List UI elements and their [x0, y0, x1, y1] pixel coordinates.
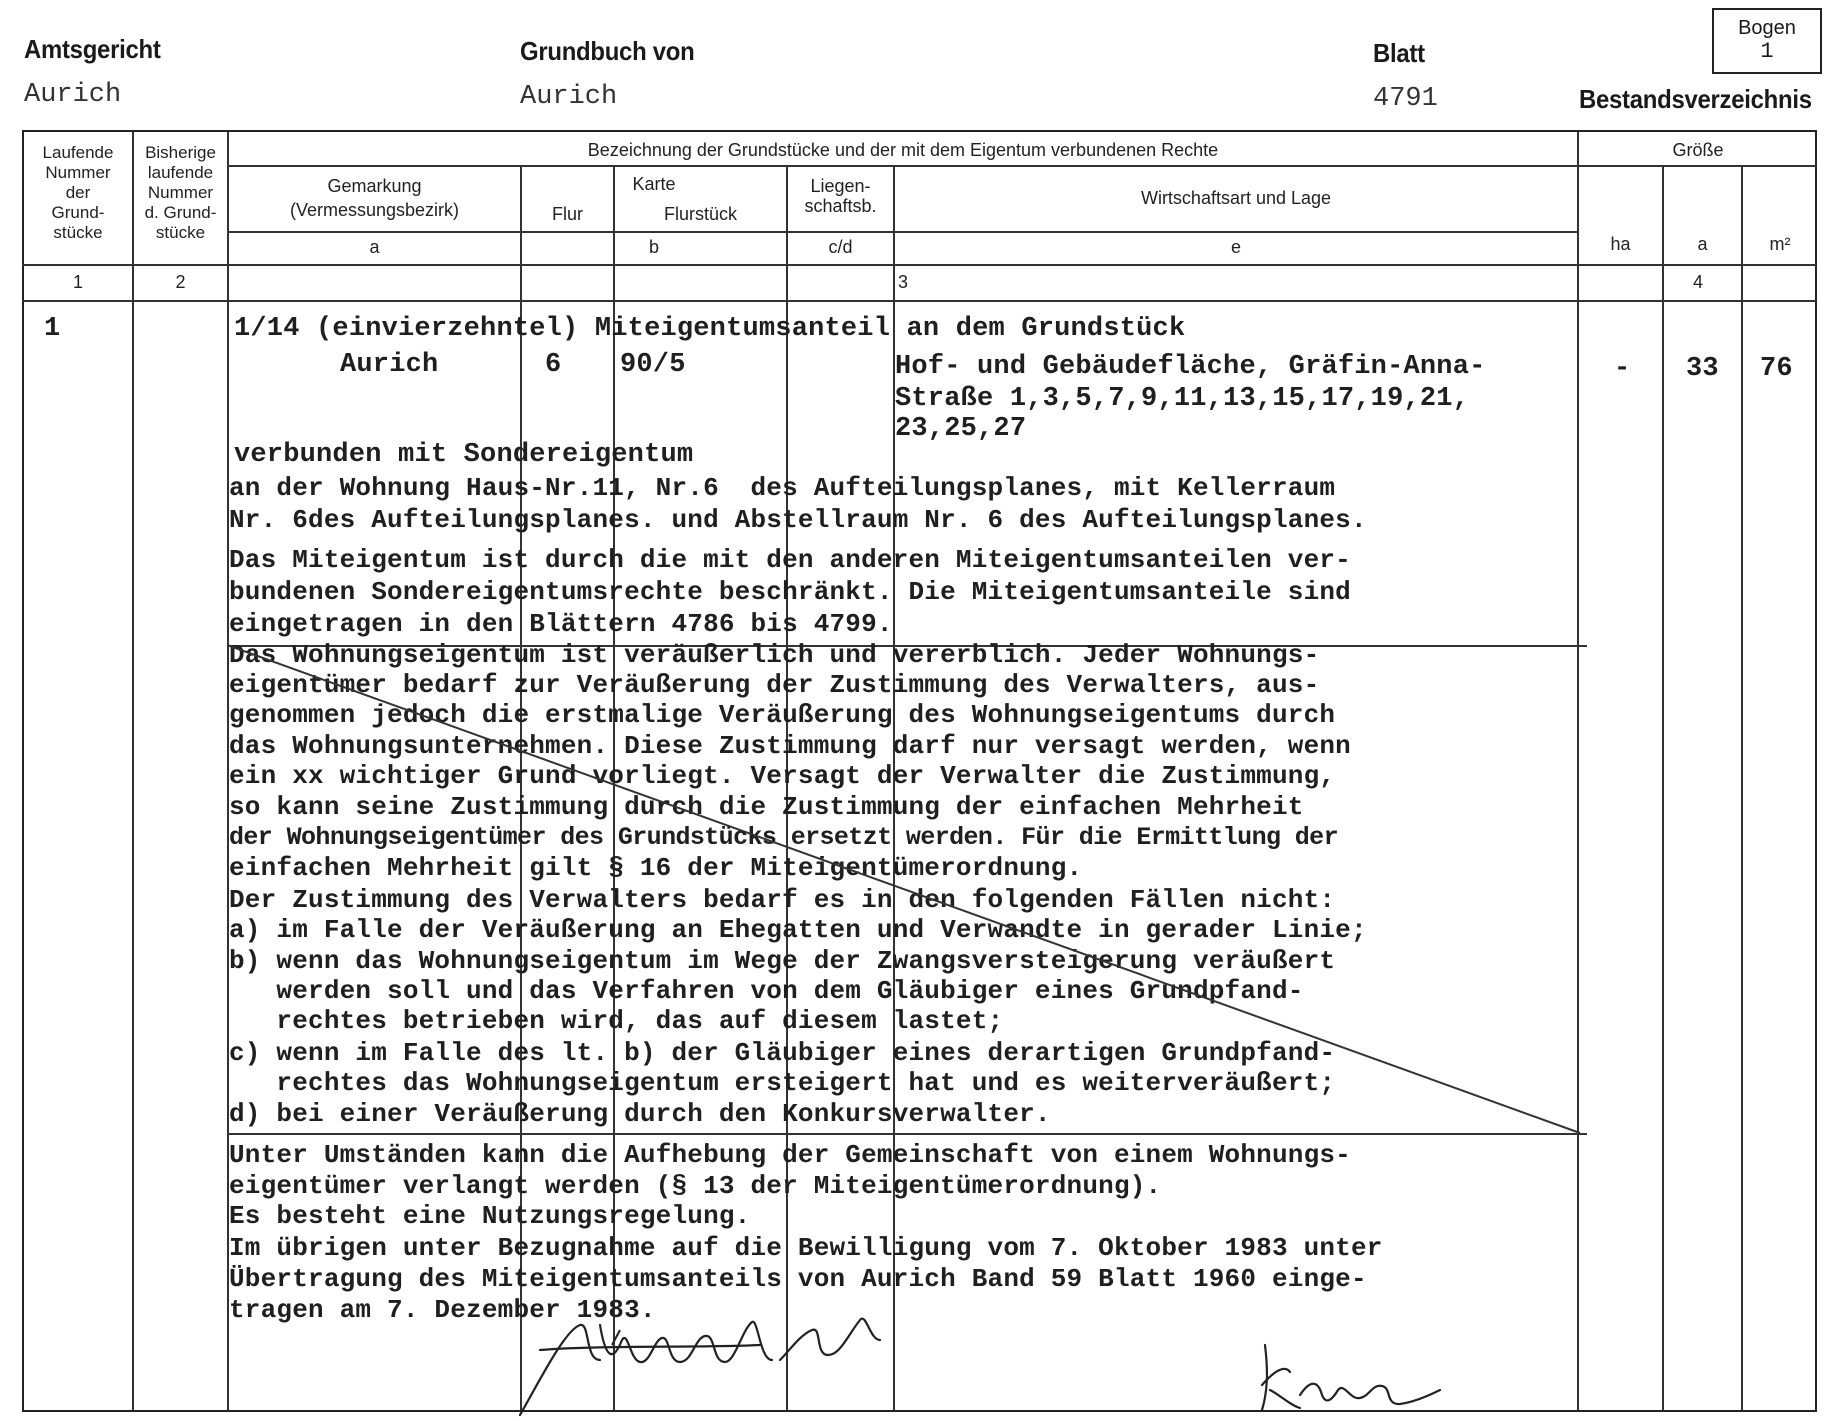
m2-header: m² [1769, 234, 1791, 254]
text-line: b) wenn das Wohnungseigentum im Wege der Zwangsversteigerung veräußert [229, 946, 1336, 976]
signature-right [1262, 1345, 1440, 1410]
sub-cd: c/d [828, 237, 853, 257]
entry-lage-3: 23,25,27 [895, 414, 1027, 444]
entry-a: 33 [1686, 354, 1719, 384]
amtsgericht-label: Amtsgericht [24, 34, 161, 64]
entry-lage-1: Hof- und Gebäudefläche, Gräfin-Anna- [895, 352, 1486, 382]
text-line: Es besteht eine Nutzungsregelung. [229, 1201, 751, 1231]
blatt-value: 4791 [1373, 84, 1438, 114]
text-line: werden soll und das Verfahren von dem Gläubiger eines Grundpfand- [229, 976, 1304, 1006]
strike-diagonal [227, 645, 1580, 1133]
flurstueck-header: Flurstück [663, 204, 737, 224]
entry-lage-2: Straße 1,3,5,7,9,11,13,15,17,19,21, [895, 384, 1470, 414]
sub-e: e [1230, 237, 1241, 257]
bezeichnung-header: Bezeichnung der Grundstücke und der mit dem Eigentum verbundenen Rechte [587, 140, 1219, 160]
sub-b: b [648, 237, 659, 257]
text-line: Im übrigen unter Bezugnahme auf die Bewilligung vom 7. Oktober 1983 unter [229, 1233, 1383, 1263]
text-line: so kann seine Zustimmung durch die Zustimmung der einfachen Mehrheit [229, 792, 1304, 822]
text-line: der Wohnungseigentümer des Grundstücks ersetzt werden. Für die Ermittlung der [229, 823, 1338, 852]
entry-gemarkung: Aurich [340, 350, 439, 380]
flur-header: Flur [552, 204, 583, 224]
col-bisherige-nummer-header: Bisherige laufende Nummer d. Grund- stücke [144, 143, 217, 242]
groesse-header: Größe [1672, 140, 1724, 160]
col-laufende-nummer-header: Laufende Nummer der Grund- stücke [42, 143, 114, 242]
entry-flurstueck: 90/5 [620, 350, 686, 380]
num-2: 2 [175, 272, 186, 292]
text-line: Unter Umständen kann die Aufhebung der Gemeinschaft von einem Wohnungs- [229, 1140, 1351, 1170]
num-4: 4 [1692, 272, 1703, 292]
num-1: 1 [72, 272, 83, 292]
text-line: rechtes das Wohnungseigentum ersteigert hat und es weiterveräußert; [229, 1068, 1336, 1098]
entry-share-line: 1/14 (einvierzehntel) Miteigentumsanteil an dem Grundstück [234, 314, 1186, 344]
text-line: c) wenn im Falle des lt. b) der Gläubiger eines derartigen Grundpfand- [229, 1038, 1336, 1068]
bogen-value: 1 [1760, 39, 1774, 64]
text-line: Nr. 6des Aufteilungsplanes. und Abstellraum Nr. 6 des Aufteilungsplanes. [229, 505, 1367, 535]
section-title: Bestandsverzeichnis [1579, 84, 1812, 114]
gemarkung-header: Gemarkung (Vermessungsbezirk) [289, 176, 460, 220]
text-line: Der Zustimmung des Verwalters bedarf es in den folgenden Fällen nicht: [229, 885, 1336, 915]
a-header: a [1697, 234, 1708, 254]
text-line: eigentümer verlangt werden (§ 13 der Miteigentümerordnung). [229, 1171, 1162, 1201]
entry-ha: - [1614, 354, 1631, 384]
amtsgericht-value: Aurich [24, 80, 122, 110]
wirtschaftsart-header: Wirtschaftsart und Lage [1140, 188, 1332, 208]
text-line: Übertragung des Miteigentumsanteils von Aurich Band 59 Blatt 1960 einge- [229, 1264, 1367, 1294]
liegenschaftsb-header: Liegen- schaftsb. [804, 176, 877, 216]
text-line: bundenen Sondereigentumsrechte beschränkt. Die Miteigentumsanteile sind [229, 577, 1351, 607]
grundbuch-label: Grundbuch von [520, 36, 695, 66]
text-line: verbunden mit Sondereigentum [234, 440, 694, 470]
ha-header: ha [1610, 234, 1631, 254]
signature-left-mark [612, 1330, 620, 1345]
entry-flur: 6 [545, 350, 562, 380]
text-line: ein xx wichtiger Grund vorliegt. Versagt der Verwalter die Zustimmung, [229, 761, 1336, 791]
text-line: a) im Falle der Veräußerung an Ehegatten und Verwandte in gerader Linie; [229, 915, 1367, 945]
text-line: das Wohnungsunternehmen. Diese Zustimmung darf nur versagt werden, wenn [229, 731, 1351, 761]
text-line: genommen jedoch die erstmalige Veräußerung des Wohnungseigentums durch [229, 700, 1336, 730]
text-line: tragen am 7. Dezember 1983. [229, 1295, 656, 1325]
bogen-label: Bogen [1738, 17, 1796, 39]
text-line: Das Wohnungseigentum ist veräußerlich und vererblich. Jeder Wohnungs- [229, 640, 1320, 670]
text-line: an der Wohnung Haus-Nr.11, Nr.6 des Aufteilungsplanes, mit Kellerraum [229, 473, 1336, 503]
sub-a: a [369, 237, 380, 257]
text-line: d) bei einer Veräußerung durch den Konkursverwalter. [229, 1099, 1051, 1129]
num-3: 3 [897, 272, 908, 292]
signature-left [520, 1319, 880, 1415]
grundbuch-value: Aurich [520, 82, 618, 112]
blatt-label: Blatt [1373, 38, 1425, 68]
entry-m2: 76 [1760, 354, 1793, 384]
text-line: einfachen Mehrheit gilt § 16 der Miteigentümerordnung. [229, 853, 1083, 883]
text-line: Das Miteigentum ist durch die mit den anderen Miteigentumsanteilen ver- [229, 545, 1351, 575]
karte-header: Karte [632, 174, 676, 194]
entry-lfd-nr: 1 [44, 314, 61, 344]
text-line: eingetragen in den Blättern 4786 bis 4799. [229, 609, 893, 639]
text-line: rechtes betrieben wird, das auf diesem lastet; [229, 1006, 1004, 1036]
text-line: eigentümer bedarf zur Veräußerung der Zustimmung des Verwalters, aus- [229, 670, 1320, 700]
